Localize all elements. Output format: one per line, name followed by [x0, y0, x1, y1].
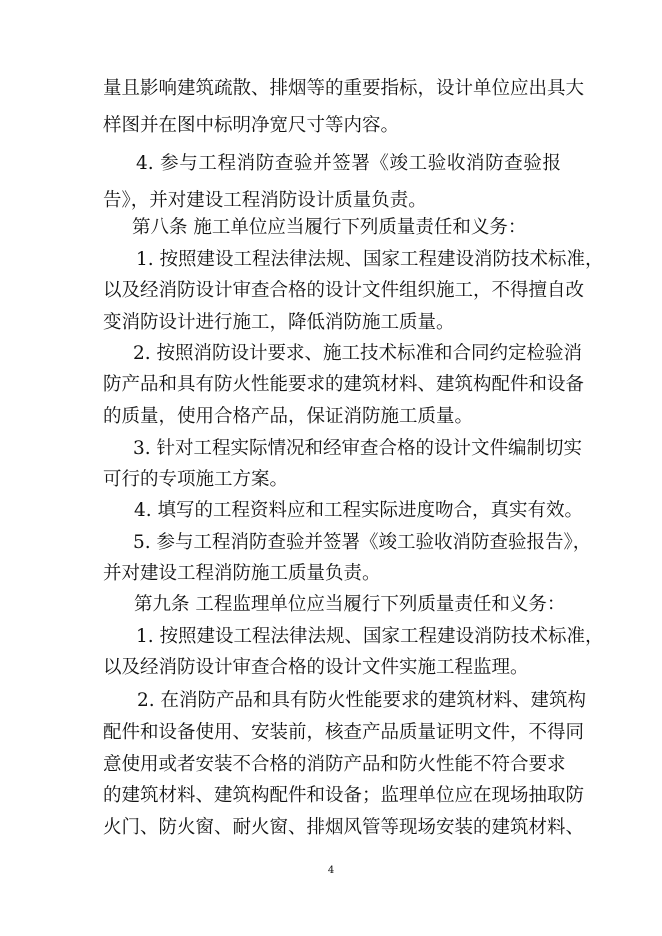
- article-heading: 第八条 施工单位应当履行下列质量责任和义务：: [132, 217, 527, 238]
- body-text-line: 样图并在图中标明净宽尺寸等内容。: [103, 115, 400, 136]
- body-text-line: 1. 按照建设工程法律法规、国家工程建设消防技术标准，: [136, 626, 604, 647]
- body-text-line: 火门、防火窗、耐火窗、排烟风管等现场安装的建筑材料、: [103, 817, 585, 838]
- body-text-line: 变消防设计进行施工，降低消防施工质量。: [103, 312, 455, 333]
- body-text-line: 防产品和具有防火性能要求的建筑材料、建筑构配件和设备: [103, 374, 585, 395]
- body-text-line: 以及经消防设计审查合格的设计文件组织施工，不得擅自改: [103, 280, 585, 301]
- body-text-line: 1. 按照建设工程法律法规、国家工程建设消防技术标准，: [136, 249, 604, 270]
- body-text-line: 5. 参与工程消防查验并签署《竣工验收消防查验报告》，: [133, 532, 592, 553]
- body-text-line: 量且影响建筑疏散、排烟等的重要指标，设计单位应出具大: [103, 78, 585, 99]
- article-heading: 第九条 工程监理单位应当履行下列质量责任和义务：: [134, 594, 566, 615]
- body-text-line: 3. 针对工程实际情况和经审查合格的设计文件编制切实: [133, 438, 583, 459]
- body-text-line: 的建筑材料、建筑构配件和设备；监理单位应在现场抽取防: [103, 785, 585, 806]
- body-text-line: 配件和设备使用、安装前，核查产品质量证明文件，不得同: [103, 722, 585, 743]
- body-text-line: 告》，并对建设工程消防设计质量负责。: [103, 190, 427, 211]
- body-text-line: 以及经消防设计审查合格的设计文件实施工程监理。: [103, 657, 529, 678]
- body-text-line: 4. 参与工程消防查验并签署《竣工验收消防查验报: [136, 153, 561, 174]
- body-text-line: 2. 按照消防设计要求、施工技术标准和合同约定检验消: [133, 343, 583, 364]
- page-number: 4: [327, 865, 335, 876]
- body-text-line: 并对建设工程消防施工质量负责。: [103, 563, 381, 584]
- body-text-line: 可行的专项施工方案。: [103, 469, 289, 490]
- body-text-line: 2. 在消防产品和具有防火性能要求的建筑材料、建筑构: [137, 690, 587, 711]
- body-text-line: 意使用或者安装不合格的消防产品和防火性能不符合要求: [103, 754, 566, 775]
- body-text-line: 4. 填写的工程资料应和工程实际进度吻合，真实有效。: [134, 500, 584, 521]
- body-text-line: 的质量，使用合格产品，保证消防施工质量。: [103, 406, 474, 427]
